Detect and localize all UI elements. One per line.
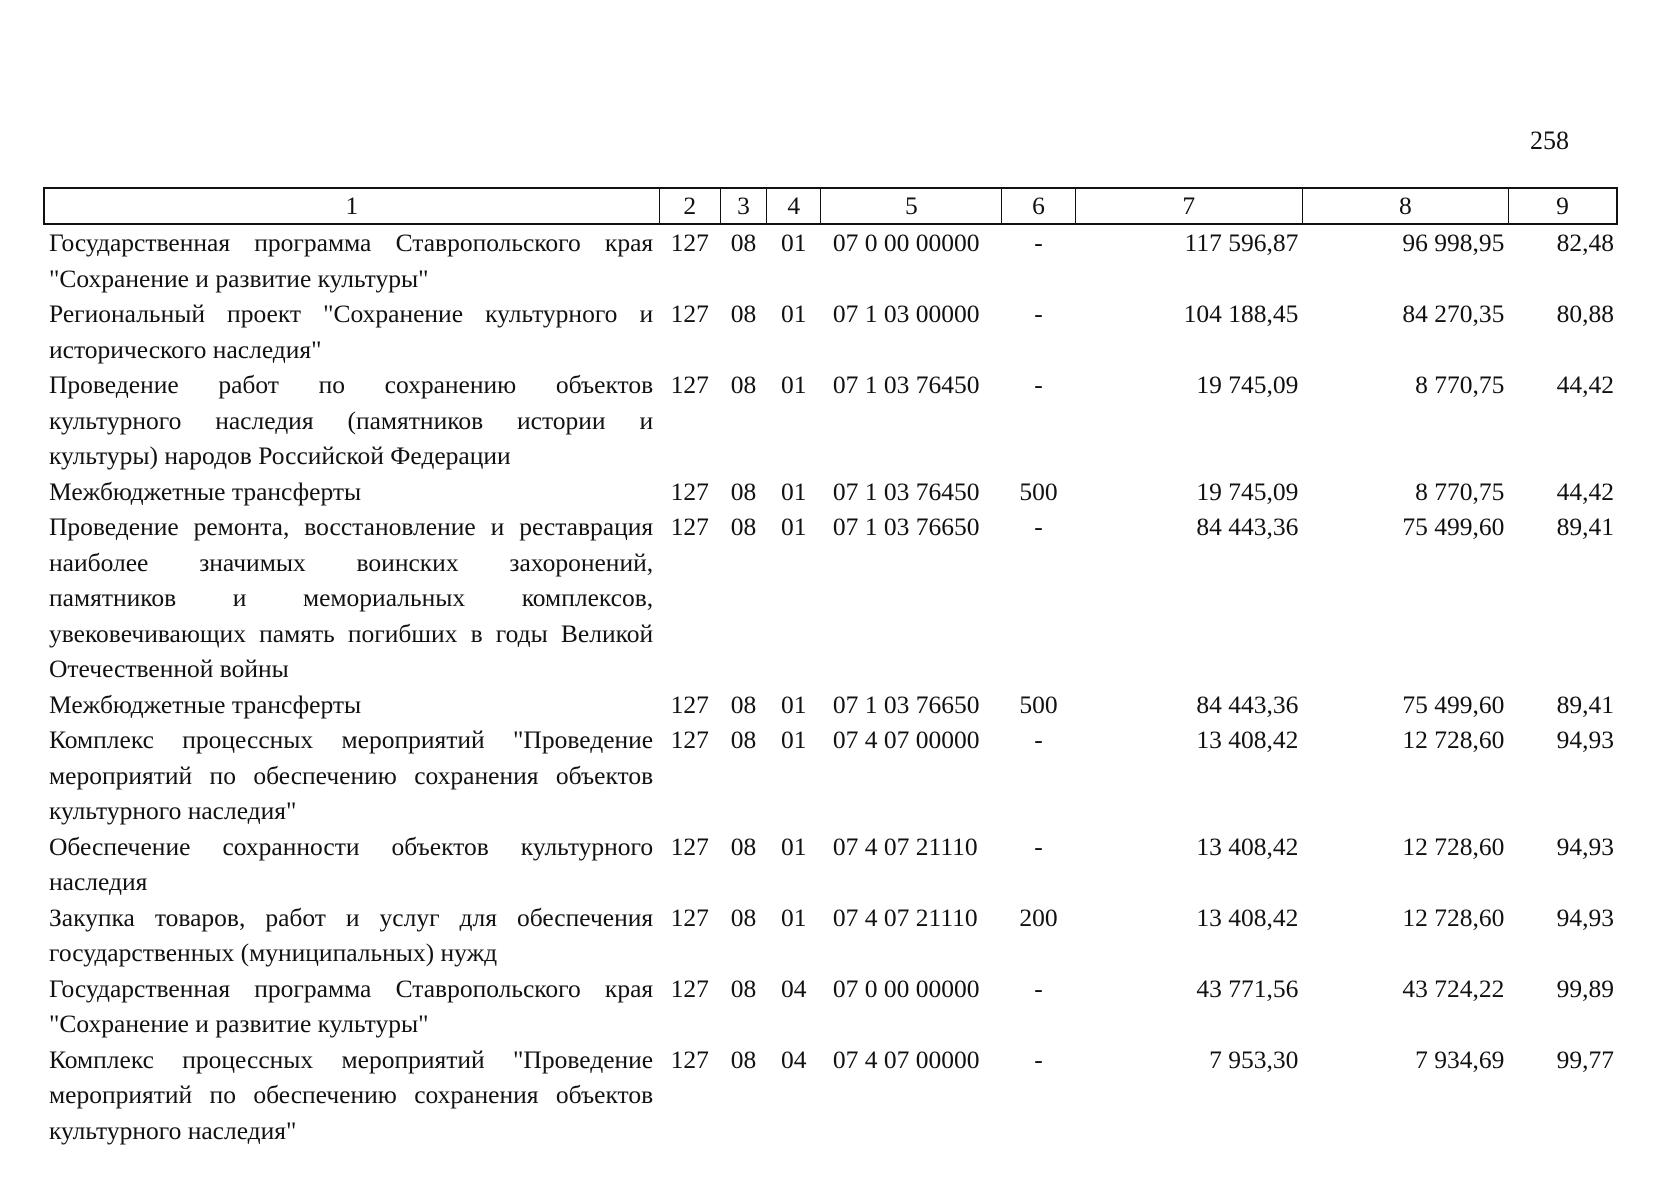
table-row [44, 509, 1617, 687]
cell-col8: 8 770,75 [1415, 370, 1505, 399]
table-row [44, 829, 1617, 900]
cell-col2: 127 [670, 725, 709, 754]
table-body [44, 224, 1617, 1148]
cell-col9: 89,41 [1556, 689, 1614, 719]
column-header: 6 [1002, 188, 1075, 224]
cell-col6: - [1034, 299, 1043, 328]
cell-col5: 07 1 03 00000 [832, 299, 980, 328]
column-header: 7 [1075, 188, 1302, 224]
cell-col2: 127 [670, 973, 709, 1003]
row-name: Проведение работ по сохранению объектов культурного наследия (памятников истории и культуры) народов Российской Федерации [49, 370, 654, 470]
cell-col3: 08 [730, 725, 757, 754]
cell-col7: 13 408,42 [1196, 902, 1299, 932]
cell-col5: 07 1 03 76650 [832, 512, 980, 541]
cell-col4: 01 [781, 512, 807, 541]
table-row [44, 474, 1617, 510]
cell-col3: 08 [730, 831, 757, 861]
table-row [44, 687, 1617, 723]
row-name: Закупка товаров, работ и услуг для обеспечения государственных (муниципальных) нужд [49, 902, 654, 967]
cell-col7: 13 408,42 [1196, 831, 1299, 861]
cell-col3: 08 [730, 1044, 757, 1074]
cell-col3: 08 [730, 476, 757, 506]
cell-col6: - [1034, 831, 1043, 861]
cell-col5: 07 4 07 00000 [832, 1044, 980, 1074]
cell-col8: 84 270,35 [1402, 299, 1505, 328]
cell-col7: 104 188,45 [1183, 299, 1299, 328]
cell-col4: 01 [781, 689, 807, 719]
cell-col8: 75 499,60 [1402, 689, 1505, 719]
cell-col3: 08 [730, 902, 757, 932]
cell-col7: 19 745,09 [1196, 370, 1299, 399]
cell-col4: 01 [781, 228, 807, 257]
cell-col6: - [1034, 228, 1043, 257]
table-row [44, 367, 1617, 474]
table-row [44, 296, 1617, 367]
cell-col8: 7 934,69 [1415, 1044, 1505, 1074]
column-header: 1 [44, 188, 659, 224]
cell-col8: 12 728,60 [1402, 831, 1505, 861]
cell-col2: 127 [670, 512, 709, 541]
row-name: Межбюджетные трансферты [49, 689, 362, 719]
cell-col7: 7 953,30 [1209, 1044, 1299, 1074]
row-name: Государственная программа Ставропольского края "Сохранение и развитие культуры" [49, 973, 654, 1038]
budget-table [43, 187, 1618, 1148]
cell-col7: 117 596,87 [1184, 228, 1299, 257]
cell-col6: - [1034, 370, 1043, 399]
cell-col2: 127 [670, 476, 709, 506]
cell-col2: 127 [670, 831, 709, 861]
cell-col6: 500 [1019, 476, 1058, 506]
cell-col7: 19 745,09 [1196, 476, 1299, 506]
table-row [44, 224, 1617, 296]
cell-col3: 08 [730, 228, 757, 257]
row-name: Комплекс процессных мероприятий "Проведение мероприятий по обеспечению сохранения объектов культурного наследия" [49, 1044, 654, 1145]
row-name: Комплекс процессных мероприятий "Проведение мероприятий по обеспечению сохранения объектов культурного наследия" [49, 725, 654, 825]
row-name: Региональный проект "Сохранение культурного и исторического наследия" [49, 299, 654, 364]
cell-col8: 75 499,60 [1402, 512, 1505, 541]
table-row [44, 722, 1617, 829]
cell-col5: 07 0 00 00000 [832, 973, 980, 1003]
column-header: 4 [767, 188, 821, 224]
column-header: 9 [1508, 188, 1617, 224]
cell-col4: 01 [781, 902, 807, 932]
cell-col2: 127 [670, 299, 709, 328]
cell-col3: 08 [730, 370, 757, 399]
cell-col4: 01 [781, 370, 807, 399]
cell-col2: 127 [670, 902, 709, 932]
cell-col3: 08 [730, 973, 757, 1003]
cell-col2: 127 [670, 1044, 709, 1074]
cell-col8: 12 728,60 [1402, 902, 1505, 932]
row-name: Межбюджетные трансферты [49, 476, 362, 506]
cell-col4: 01 [781, 476, 807, 506]
cell-col9: 44,42 [1556, 476, 1614, 506]
cell-col9: 99,77 [1556, 1044, 1614, 1074]
row-name: Государственная программа Ставропольского края "Сохранение и развитие культуры" [49, 228, 654, 293]
column-header: 3 [720, 188, 766, 224]
cell-col7: 84 443,36 [1196, 689, 1299, 719]
row-name: Обеспечение сохранности объектов культурного наследия [49, 831, 654, 896]
cell-col8: 8 770,75 [1415, 476, 1505, 506]
page-number: 258 [1530, 126, 1569, 155]
cell-col9: 94,93 [1556, 902, 1614, 932]
cell-col6: - [1034, 725, 1043, 754]
cell-col5: 07 4 07 21110 [832, 831, 978, 861]
cell-col8: 96 998,95 [1402, 228, 1505, 257]
cell-col9: 80,88 [1556, 299, 1614, 328]
cell-col9: 82,48 [1556, 228, 1614, 257]
cell-col2: 127 [670, 689, 709, 719]
cell-col8: 12 728,60 [1402, 725, 1505, 754]
cell-col4: 04 [781, 973, 807, 1003]
cell-col5: 07 4 07 21110 [832, 902, 978, 932]
cell-col9: 94,93 [1556, 725, 1614, 754]
cell-col3: 08 [730, 512, 757, 541]
cell-col6: 200 [1019, 902, 1058, 932]
cell-col9: 94,93 [1556, 831, 1614, 861]
row-name: Проведение ремонта, восстановление и реставрация наиболее значимых воинских захоронений, памятников и мемориальных комплексов, увековечивающих память погибших в годы Великой Отечественной войны [49, 512, 654, 683]
cell-col7: 43 771,56 [1196, 973, 1299, 1003]
cell-col9: 44,42 [1556, 370, 1614, 399]
cell-col4: 04 [781, 1044, 807, 1074]
cell-col3: 08 [730, 689, 757, 719]
cell-col5: 07 4 07 00000 [832, 725, 980, 754]
cell-col6: - [1034, 1044, 1043, 1074]
cell-col6: - [1034, 512, 1043, 541]
cell-col2: 127 [670, 228, 709, 257]
column-header: 8 [1302, 188, 1508, 224]
cell-col2: 127 [670, 370, 709, 399]
cell-col4: 01 [781, 299, 807, 328]
cell-col8: 43 724,22 [1402, 973, 1505, 1003]
table-row [44, 1042, 1617, 1149]
cell-col3: 08 [730, 299, 757, 328]
table-row [44, 971, 1617, 1042]
cell-col5: 07 0 00 00000 [832, 228, 980, 257]
cell-col4: 01 [781, 725, 807, 754]
column-header: 2 [659, 188, 720, 224]
column-header: 5 [821, 188, 1002, 224]
table-header [44, 188, 1617, 224]
cell-col9: 99,89 [1556, 973, 1614, 1003]
cell-col5: 07 1 03 76450 [832, 476, 980, 506]
table-row [44, 900, 1617, 971]
cell-col5: 07 1 03 76450 [832, 370, 980, 399]
cell-col5: 07 1 03 76650 [832, 689, 980, 719]
cell-col6: 500 [1019, 689, 1058, 719]
cell-col4: 01 [781, 831, 807, 861]
cell-col9: 89,41 [1556, 512, 1614, 541]
cell-col7: 13 408,42 [1196, 725, 1299, 754]
cell-col7: 84 443,36 [1196, 512, 1299, 541]
cell-col6: - [1034, 973, 1043, 1003]
